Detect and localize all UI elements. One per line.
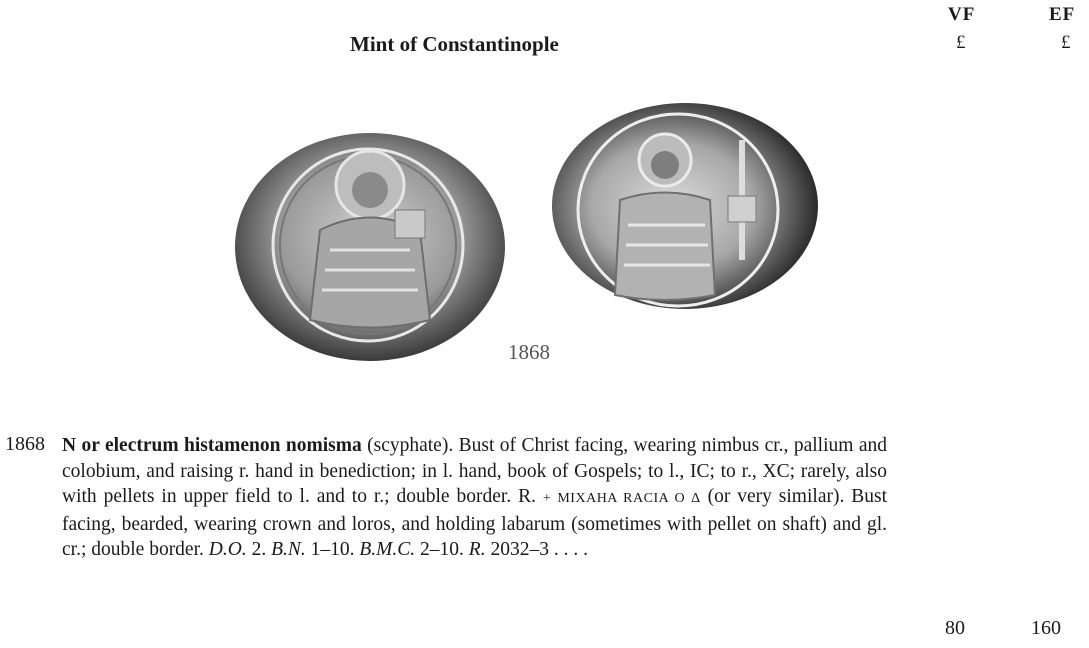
entry-text: 2032–3 . . . . (485, 539, 588, 561)
entry-text: 1–10. (305, 539, 360, 561)
catalogue-entry-description (62, 433, 887, 563)
mint-heading: Mint of Constantinople (350, 32, 559, 56)
coin-reverse (552, 103, 818, 309)
entry-title: N or electrum histamenon nomisma (62, 435, 362, 456)
entry-text: (scyphate). Bust of Christ facing, wearing nimbus cr., pallium and colobium, and raising r. hand in benediction; in l. hand, book of Gospels; to l., IC; to r., XC; rarely, also with pellets in upper field to l. and to r.; double border. R. (62, 435, 887, 508)
coin-obverse (235, 133, 505, 361)
reference-dumbarton-oaks: D.O. (208, 539, 247, 561)
ef-currency-symbol: £ (1061, 32, 1071, 53)
entry-text: 2–10. (415, 539, 469, 561)
figure-label: 1868 (508, 340, 550, 364)
catalogue-number: 1868 (5, 433, 45, 455)
reference-bmc: B.M.C. (359, 539, 416, 561)
reverse-legend: + MIXAHA RACIA O Δ (542, 491, 701, 507)
ef-column-header: EF (1049, 4, 1076, 25)
reference-ratto: R. (468, 539, 486, 561)
vf-column-header: VF (948, 4, 976, 25)
price-ef: 160 (1031, 617, 1061, 639)
vf-currency-symbol: £ (956, 32, 966, 53)
price-vf: 80 (945, 617, 965, 639)
entry-text: 2. (246, 539, 272, 561)
entry-text: (or very similar). Bust facing, bearded, wearing crown and loros, and holding labarum (sometimes with pellet on shaft) and gl. cr.; double border. (62, 486, 888, 561)
reference-bn: B.N. (271, 539, 306, 561)
